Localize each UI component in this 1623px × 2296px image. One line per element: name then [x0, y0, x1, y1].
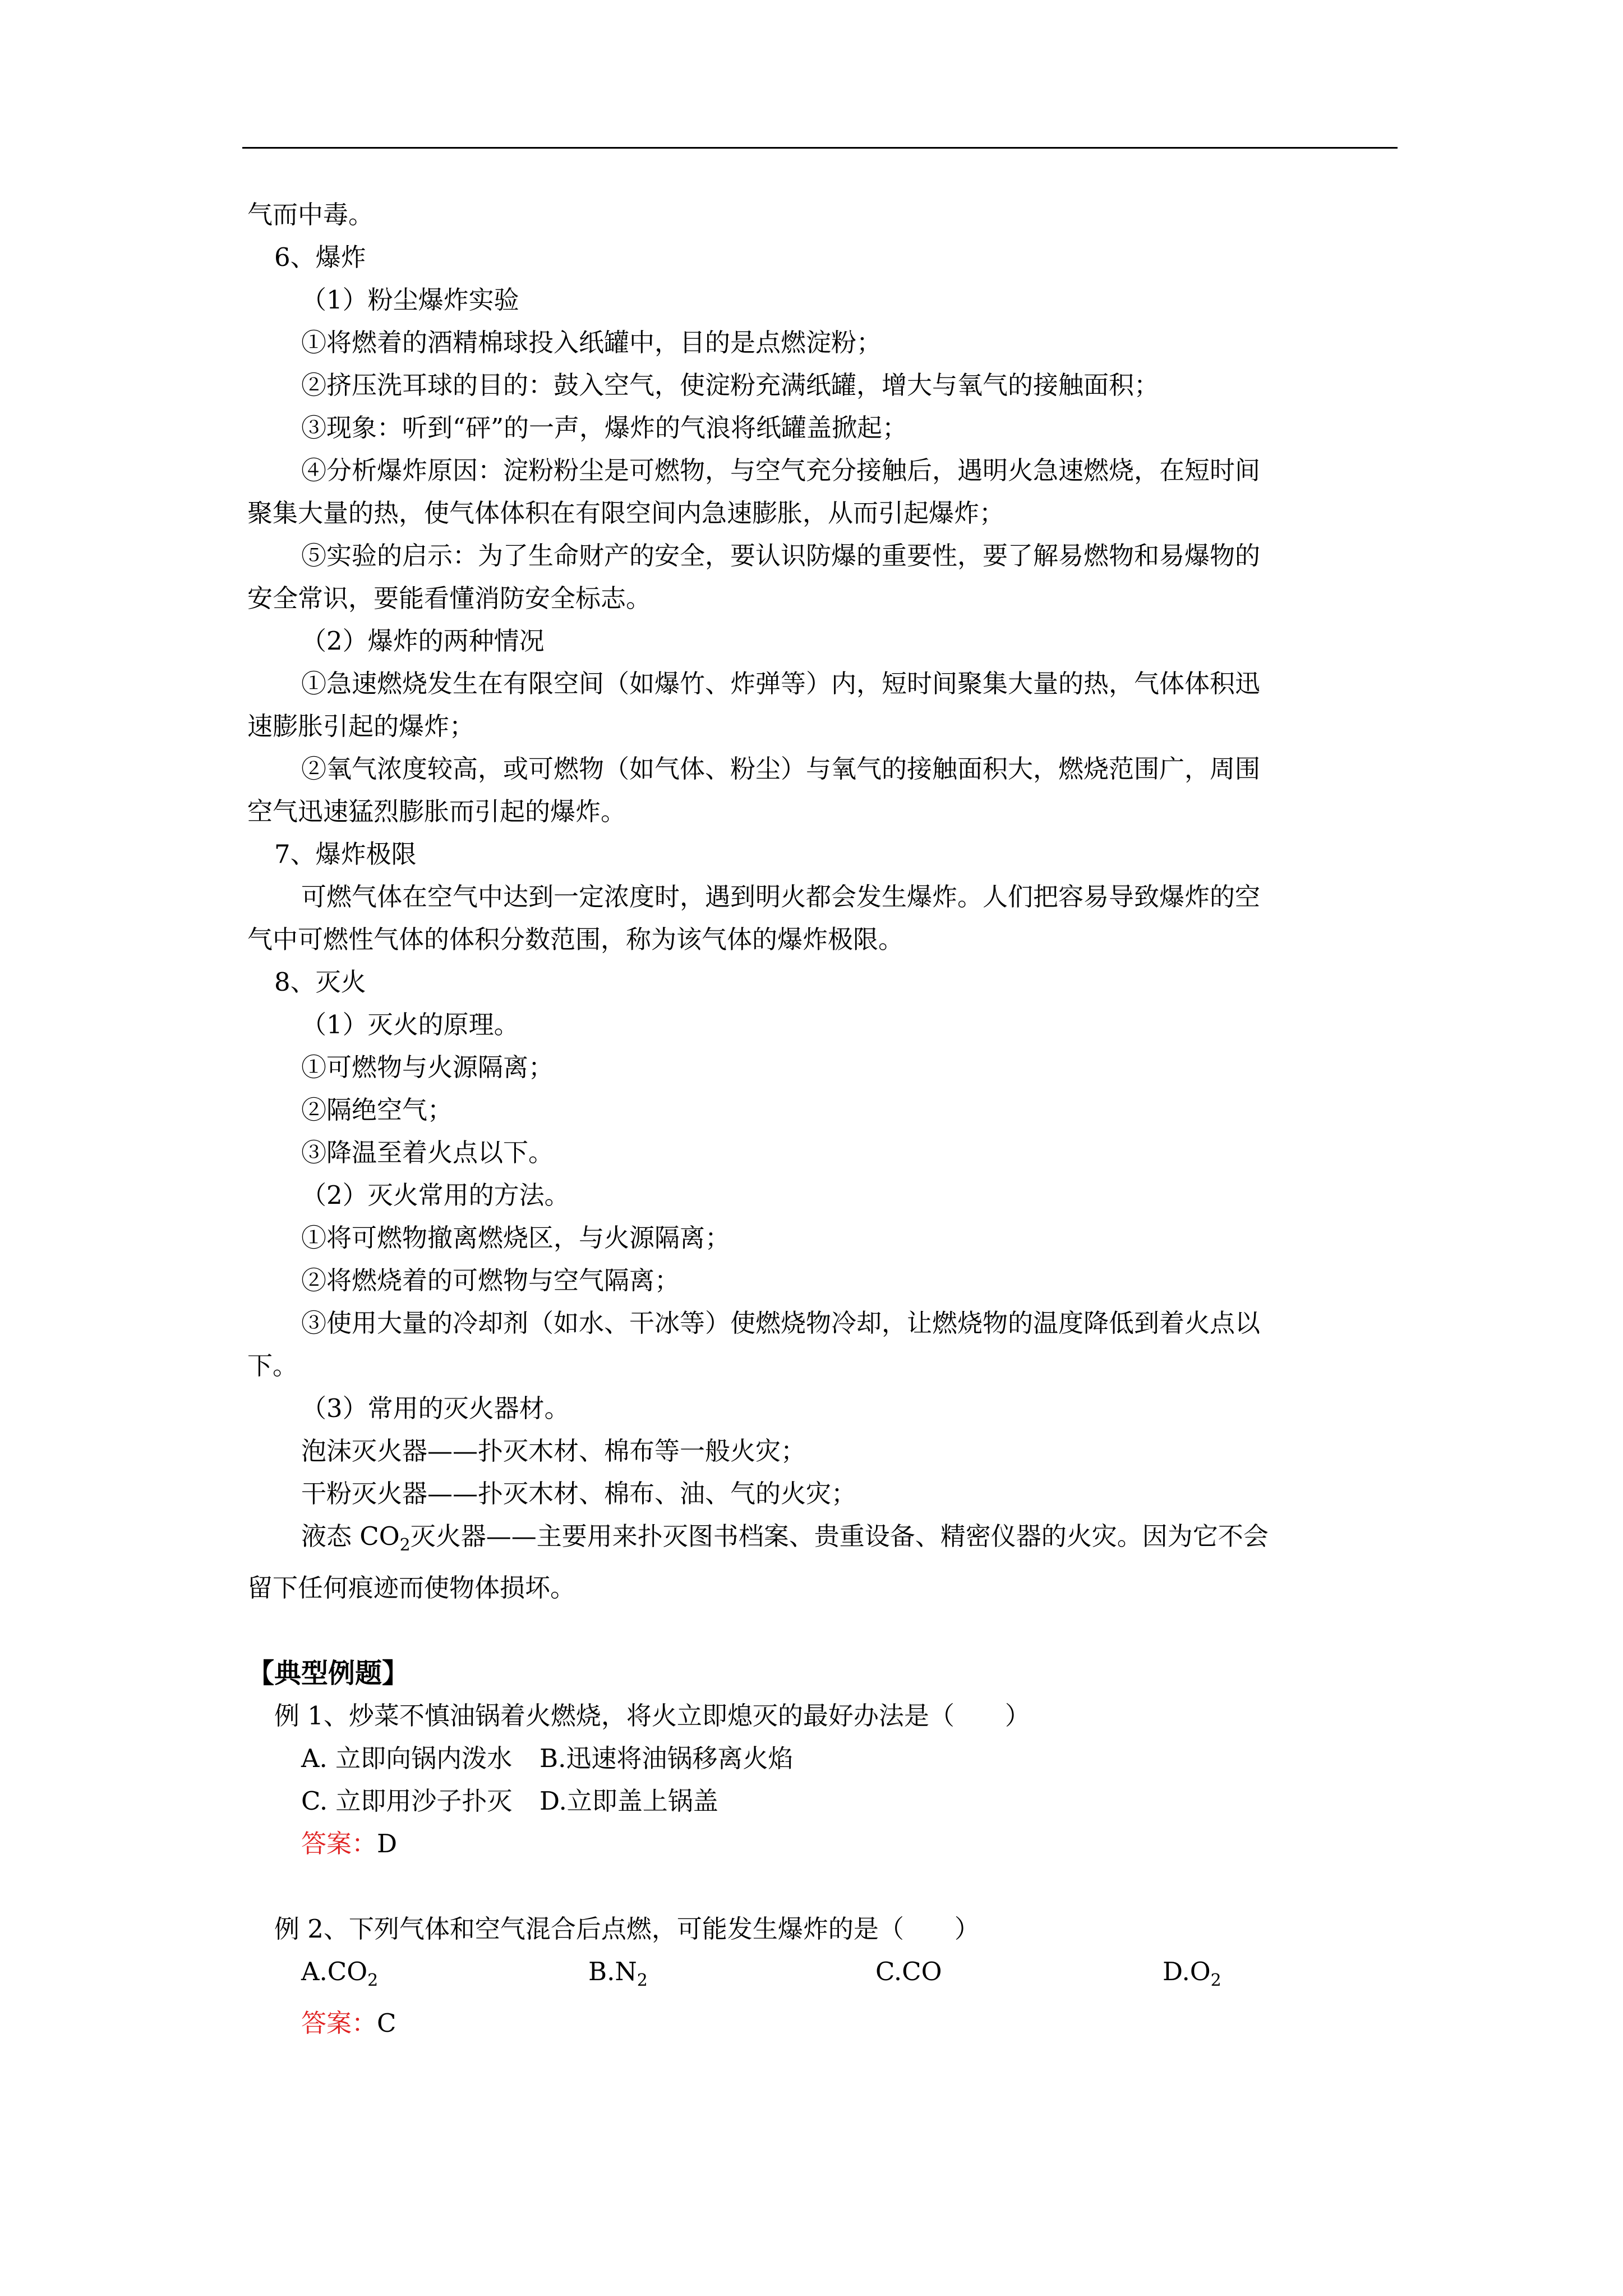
- text-line: 留下任何痕迹而使物体损坏。: [247, 1573, 576, 1603]
- example-2-options: [247, 1950, 1403, 2002]
- subsection-heading: （1）粉尘爆炸实验: [301, 285, 519, 315]
- text-line: 空气迅速猛烈膨胀而引起的爆炸。: [247, 797, 626, 826]
- text-line: ⑤实验的启示：为了生命财产的安全，要认识防爆的重要性，要了解易燃物和易爆物的: [301, 541, 1261, 570]
- subscript: 2: [399, 1535, 411, 1555]
- text-line: 聚集大量的热，使气体体积在有限空间内急速膨胀，从而引起爆炸；: [247, 498, 1005, 528]
- subsection-heading: （2）灭火常用的方法。: [301, 1180, 570, 1210]
- example-2-answer: [247, 2002, 1403, 2045]
- text-line: 速膨胀引起的爆炸；: [247, 711, 475, 741]
- text-line: 气中可燃性气体的体积分数范围，称为该气体的爆炸极限。: [247, 924, 904, 954]
- answer-label: 答案：: [301, 2008, 377, 2038]
- examples-heading: 【典型例题】: [247, 1658, 409, 1689]
- text-line: ②隔绝空气；: [301, 1095, 453, 1125]
- example-1-question: 例 1、炒菜不慎油锅着火燃烧，将火立即熄灭的最好办法是（ ）: [274, 1701, 1030, 1731]
- text-fragment: 液态 CO: [301, 1521, 400, 1551]
- text-line: ③使用大量的冷却剂（如水、干冰等）使燃烧物冷却，让燃烧物的温度降低到着火点以: [301, 1308, 1261, 1338]
- text-line: 泡沫灭火器——扑灭木材、棉布等一般火灾；: [301, 1436, 806, 1466]
- document-body: [247, 194, 1403, 2045]
- example-2-question: 例 2、下列气体和空气混合后点燃，可能发生爆炸的是（ ）: [274, 1914, 980, 1944]
- subsection-heading: （2）爆炸的两种情况: [301, 626, 545, 656]
- section-heading: 8、灭火: [274, 967, 366, 997]
- answer-value: C: [377, 2008, 396, 2038]
- text-line: ②氧气浓度较高，或可燃物（如气体、粉尘）与氧气的接触面积大，燃烧范围广，周围: [301, 754, 1261, 784]
- option-b: $B.N_2$: [588, 1957, 648, 1990]
- option-d: D.立即盖上锅盖: [540, 1786, 718, 1816]
- text-line: ①可燃物与火源隔离；: [301, 1052, 554, 1082]
- option-a: $A.CO_2$: [301, 1957, 379, 1990]
- section-heading: 7、爆炸极限: [274, 839, 417, 869]
- header-rule: [242, 147, 1398, 149]
- subsection-heading: （1）灭火的原理。: [301, 1010, 519, 1039]
- text-line: [247, 1515, 1403, 1567]
- option-b: B.迅速将油锅移离火焰: [540, 1743, 794, 1773]
- text-line: ①急速燃烧发生在有限空间（如爆竹、炸弹等）内，短时间聚集大量的热，气体体积迅: [301, 669, 1261, 698]
- text-line: ①将可燃物撤离燃烧区，与火源隔离；: [301, 1223, 731, 1253]
- text-line: ②挤压洗耳球的目的：鼓入空气，使淀粉充满纸罐，增大与氧气的接触面积；: [301, 370, 1160, 400]
- text-line: ③降温至着火点以下。: [301, 1138, 554, 1167]
- option-c: C.CO: [875, 1957, 942, 1986]
- option-a: A. 立即向锅内泼水: [301, 1743, 513, 1773]
- option-c: C. 立即用沙子扑灭: [301, 1786, 513, 1816]
- text-line: 安全常识，要能看懂消防安全标志。: [247, 583, 652, 613]
- text-line: 下。: [247, 1351, 298, 1381]
- option-d: $D.O_2$: [1163, 1957, 1221, 1990]
- text-line: ③现象：听到“砰”的一声，爆炸的气浪将纸罐盖掀起；: [301, 413, 908, 443]
- subsection-heading: （3）常用的灭火器材。: [301, 1393, 570, 1423]
- text-fragment: 灭火器——主要用来扑灭图书档案、贵重设备、精密仪器的火灾。因为它不会: [410, 1521, 1269, 1551]
- answer-value: D: [377, 1829, 398, 1858]
- text-line: ①将燃着的酒精棉球投入纸罐中，目的是点燃淀粉；: [301, 328, 882, 357]
- text-line: 气而中毒。: [247, 200, 374, 229]
- text-line: ②将燃烧着的可燃物与空气隔离；: [301, 1266, 680, 1295]
- text-line: 干粉灭火器——扑灭木材、棉布、油、气的火灾；: [301, 1479, 857, 1508]
- example-1-answer: [247, 1823, 1403, 1865]
- section-heading: 6、爆炸: [274, 242, 366, 272]
- text-line: ④分析爆炸原因：淀粉粉尘是可燃物，与空气充分接触后，遇明火急速燃烧，在短时间: [301, 455, 1261, 485]
- example-1-options-row-2: [247, 1780, 1403, 1823]
- text-line: 可燃气体在空气中达到一定浓度时，遇到明火都会发生爆炸。人们把容易导致爆炸的空: [301, 882, 1261, 912]
- answer-label: 答案：: [301, 1829, 377, 1858]
- example-1-options-row-1: [247, 1737, 1403, 1780]
